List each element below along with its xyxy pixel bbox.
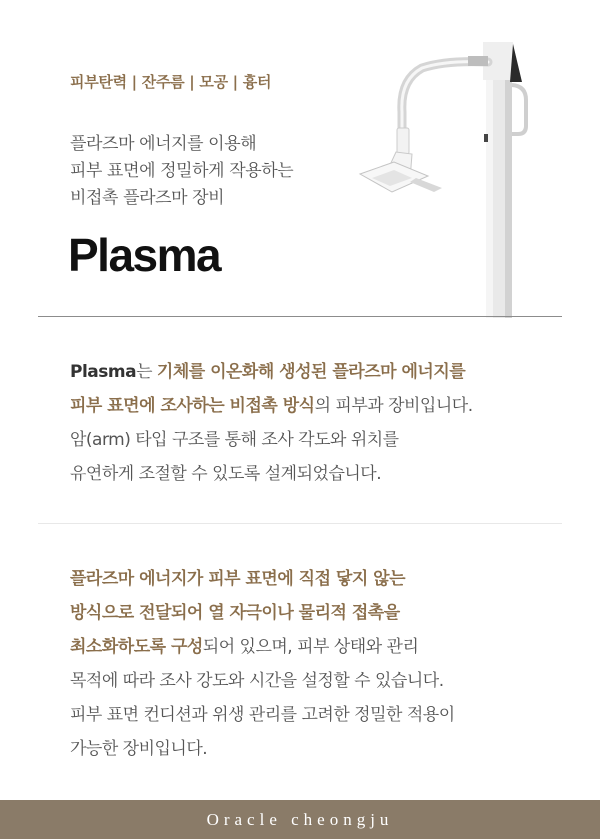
plain-text: 되어 있으며, 피부 상태와 관리 [202,637,419,657]
paragraph-line [70,389,473,423]
section-divider [38,316,562,317]
highlight-text: 기체를 이온화해 생성된 플라즈마 에너지를 [156,362,466,382]
paragraph-line [70,355,473,389]
treatment-tags: 피부탄력 | 잔주름 | 모공 | 흉터 [70,73,272,91]
paragraph-line: 피부 표면 컨디션과 위생 관리를 고려한 정밀한 적용이 [70,705,455,725]
paragraph-line: 플라즈마 에너지가 피부 표면에 직접 닿지 않는 [70,569,406,589]
plain-text: 는 [136,362,157,382]
brand-name-inline: Plasma [70,362,137,382]
paragraph-line: 암(arm) 타입 구조를 통해 조사 각도와 위치를 [70,430,399,450]
paragraph-line: 가능한 장비입니다. [70,739,208,759]
plain-text: 의 피부과 장비입니다. [314,396,473,416]
description-paragraph-2 [70,562,455,766]
paragraph-line: 유연하게 조절할 수 있도록 설계되었습니다. [70,464,382,484]
page-title: Plasma [68,229,221,281]
intro-line: 비접촉 플라즈마 장비 [70,188,225,208]
plasma-device-image [350,30,570,318]
intro-text [70,131,293,212]
section-divider [38,523,562,524]
footer-bar [0,800,600,839]
intro-line: 피부 표면에 정밀하게 작용하는 [70,161,294,181]
paragraph-line: 목적에 따라 조사 강도와 시간을 설정할 수 있습니다. [70,671,444,691]
highlight-text: 피부 표면에 조사하는 비접촉 방식 [70,396,315,416]
intro-line: 플라즈마 에너지를 이용해 [70,134,257,154]
description-paragraph-1 [70,355,473,491]
paragraph-line [70,630,455,664]
footer-brand: Oracle cheongju [206,810,394,829]
highlight-text: 최소화하도록 구성 [70,637,203,657]
paragraph-line: 방식으로 전달되어 열 자극이나 물리적 접촉을 [70,603,400,623]
hero-section [0,0,600,318]
